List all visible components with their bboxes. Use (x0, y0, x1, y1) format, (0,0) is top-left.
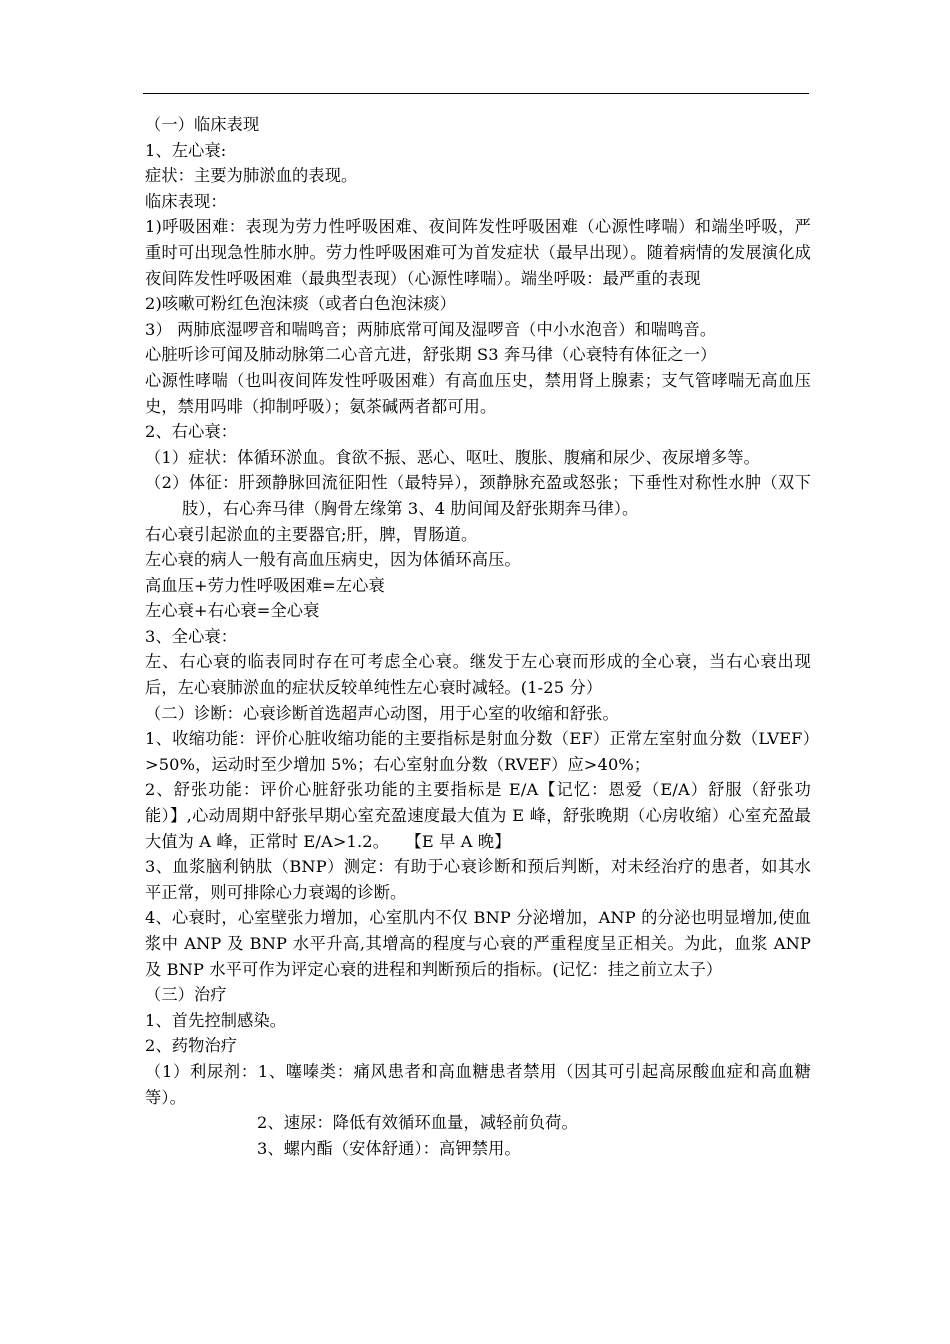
paragraph: 心脏听诊可闻及肺动脉第二心音亢进，舒张期 S3 奔马律（心衰特有体征之一） (145, 345, 717, 365)
document-body (145, 112, 811, 1161)
paragraph: 2)咳嗽可粉红色泡沫痰（或者白色泡沫痰） (145, 294, 456, 314)
paragraph: 临床表现： (145, 191, 227, 211)
paragraph: （1）利尿剂：1、噻嗪类：痛风患者和高血糖患者禁用（因其可引起高尿酸血症和高血糖等）。 (145, 1061, 811, 1107)
paragraph: 高血压+劳力性呼吸困难=左心衰 (145, 575, 385, 595)
paragraph: 症状：主要为肺淤血的表现。 (145, 166, 358, 186)
paragraph: 左心衰的病人一般有高血压病史，因为体循环高压。 (145, 550, 521, 570)
paragraph: 3） 两肺底湿啰音和喘鸣音；两肺底常可闻及湿啰音（中小水泡音）和喘鸣音。 (145, 319, 717, 339)
subheading-left-heart-failure: 1、左心衰: (145, 140, 227, 160)
paragraph: 1、首先控制感染。 (145, 1010, 287, 1030)
paragraph: 3、血浆脑利钠肽（BNP）测定：有助于心衰诊断和预后判断，对未经治疗的患者，如其水平正常，则可排除心力衰竭的诊断。 (145, 857, 811, 902)
paragraph: 右心衰引起淤血的主要器官;肝，脾，胃肠道。 (145, 524, 478, 544)
paragraph: 1、收缩功能：评价心脏收缩功能的主要指标是射血分数（EF）正常左室射血分数（LVEF）>50%，运动时至少增加 5%；右心室射血分数（RVEF）应>40%； (145, 729, 811, 774)
paragraph: （2）体征：肝颈静脉回流征阳性（最特异），颈静脉充盈或怒张；下垂性对称性水肿（双下肢），右心奔马律（胸骨左缘第 3、4 肋间闻及舒张期奔马律）。 (145, 473, 811, 518)
subheading-right-heart-failure: 2、右心衰： (145, 422, 238, 442)
paragraph: 2、药物治疗 (145, 1036, 238, 1056)
paragraph: 1)呼吸困难：表现为劳力性呼吸困难、夜间阵发性呼吸困难（心源性哮喘）和端坐呼吸，严重时可出现急性肺水肿。劳力性呼吸困难可为首发症状（最早出现）。随着病情的发展演化成夜间阵发性呼吸困难（最典型表现）（心源性哮喘）。端坐呼吸：最严重的表现 (145, 217, 811, 288)
paragraph: 左、右心衰的临表同时存在可考虑全心衰。继发于左心衰而形成的全心衰，当右心衰出现后，左心衰肺淤血的症状反较单纯性左心衰时减轻。(1-25 分） (145, 652, 811, 698)
section-heading-treatment: （三）治疗 (145, 985, 227, 1005)
paragraph: 4、心衰时，心室壁张力增加，心室肌内不仅 BNP 分泌增加，ANP 的分泌也明显增加,使血浆中 ANP 及 BNP 水平升高,其增高的程度与心衰的严重程度呈正相关。为此，血浆 ANP 及 BNP 水平可作为评定心衰的进程和判断预后的指标。(记忆：挂之前立太子） (145, 908, 811, 979)
paragraph: 2、舒张功能：评价心脏舒张功能的主要指标是 E/A【记忆：恩爱（E/A）舒服（舒张功能）】,心动周期中舒张早期心室充盈速度最大值为 E 峰，舒张晚期（心房收缩）心室充盈最大值为 A 峰，正常时 E/A>1.2。 【E 早 A 晚】 (145, 780, 811, 851)
section-heading-diagnosis: （二）诊断：心衰诊断首选超声心动图，用于心室的收缩和舒张。 (145, 703, 619, 723)
header-rule (143, 93, 809, 94)
paragraph: 心源性哮喘（也叫夜间阵发性呼吸困难）有高血压史，禁用肾上腺素；支气管哮喘无高血压史，禁用吗啡（抑制呼吸）；氨茶碱两者都可用。 (145, 370, 811, 416)
section-heading-clinical: （一）临床表现 (145, 115, 260, 134)
paragraph: 3、螺内酯（安体舒通）：高钾禁用。 (257, 1138, 521, 1158)
paragraph: 2、速尿：降低有效循环血量，减轻前负荷。 (257, 1113, 578, 1133)
paragraph: （1）症状：体循环淤血。食欲不振、恶心、呕吐、腹胀、腹痛和尿少、夜尿增多等。 (145, 447, 760, 467)
subheading-total-heart-failure: 3、全心衰： (145, 626, 238, 646)
paragraph: 左心衰+右心衰=全心衰 (145, 601, 320, 621)
